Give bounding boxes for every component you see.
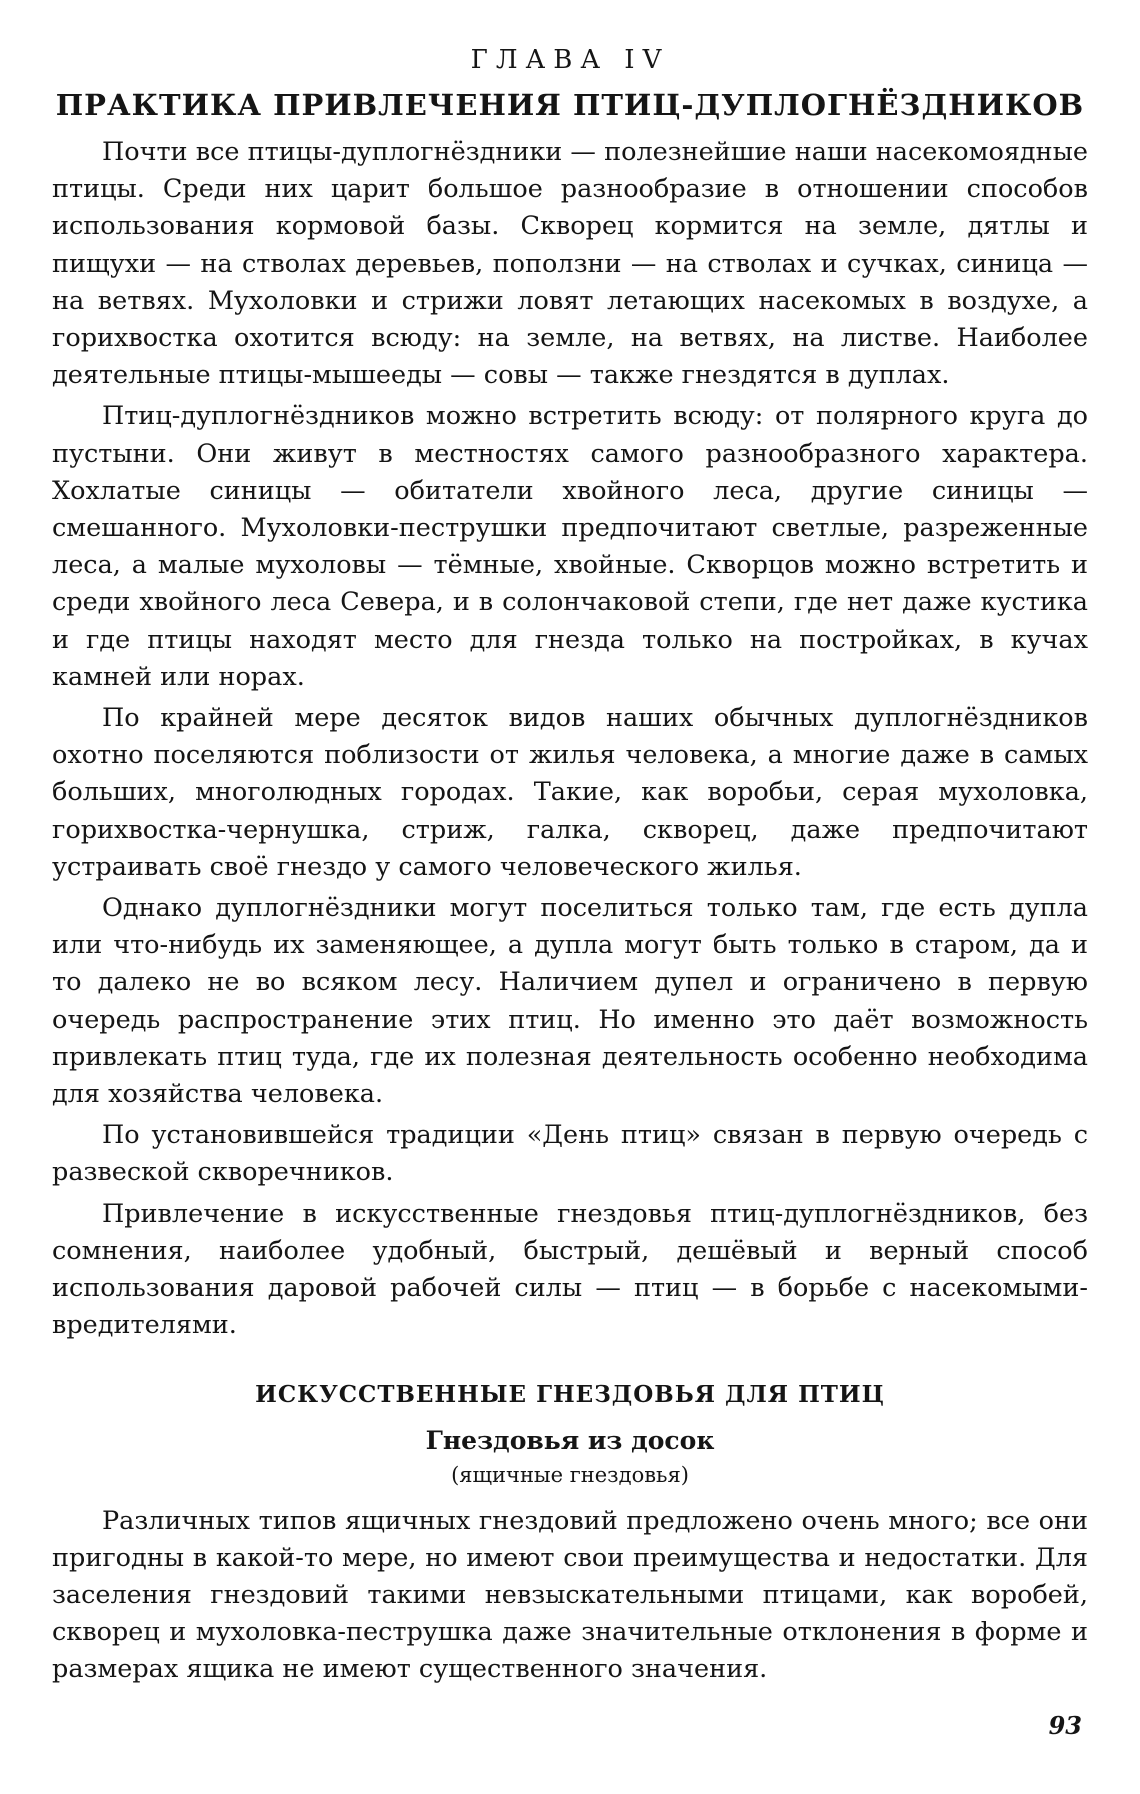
subsection-note: (ящичные гнездовья) <box>451 1462 689 1487</box>
book-page <box>52 32 1088 1762</box>
section-paragraph: Различных типов ящичных гнездовий предложено очень много; все они пригодны в какой-то мере, но имеют свои преимущества и недостатки. Для заселения гнездовий такими невзыскательными птицами, как воробей, скворец и мухоловка-пеструшка даже значительные отклонения в форме и размерах ящика не имеют существенного значения. <box>52 1505 1088 1685</box>
paragraph-2: Птиц-дуплогнёздников можно встретить всюду: от полярного круга до пустыни. Они живут в местностях самого разнообразного характера. Хохлатые синицы — обитатели хвойного леса, другие синицы — смешанного. Мухоловки-пеструшки предпочитают светлые, разреженные леса, а малые мухоловы — тёмные, хвойные. Скворцов можно встретить и среди хвойного леса Севера, и в солончаковой степи, где нет даже кустика и где птицы находят место для гнезда только на постройках, в кучах камней или норах. <box>52 401 1088 692</box>
chapter-title: ПРАКТИКА ПРИВЛЕЧЕНИЯ ПТИЦ-ДУПЛОГНЁЗДНИКОВ <box>55 88 1085 122</box>
subsection-title: Гнездовья из досок <box>425 1425 715 1455</box>
chapter-label: ГЛАВА IV <box>470 45 670 75</box>
section-title: ИСКУССТВЕННЫЕ ГНЕЗДОВЬЯ ДЛЯ ПТИЦ <box>255 1380 885 1408</box>
paragraph-3: По крайней мере десяток видов наших обычных дуплогнёздников охотно поселяются поблизости от жилья человека, а многие даже в самых больших, многолюдных городах. Такие, как воробьи, серая мухоловка, горихвостка-чернушка, стриж, галка, скворец, даже предпочитают устраивать своё гнездо у самого человеческого жилья. <box>52 703 1088 882</box>
paragraph-1: Почти все птицы-дуплогнёздники — полезнейшие наши насекомоядные птицы. Среди них царит большое разнообразие в отношении способов использования кормовой базы. Скворец кормится на земле, дятлы и пищухи — на стволах деревьев, поползни — на стволах и сучках, синица — на ветвях. Мухоловки и стрижи ловят летающих насекомых в воздухе, а горихвостка охотится всюду: на земле, на ветвях, на листве. Наиболее деятельные птицы-мышееды — совы — также гнездятся в дуплах. <box>52 137 1088 391</box>
paragraph-5: По установившейся традиции «День птиц» связан в первую очередь с развеской скворечников. <box>52 1120 1088 1188</box>
paragraph-6: Привлечение в искусственные гнездовья птиц-дуплогнёздников, без сомнения, наиболее удобный, быстрый, дешёвый и верный способ использования даровой рабочей силы — птиц — в борьбе с насекомыми-вредителями. <box>52 1198 1088 1341</box>
page-number: 93 <box>1048 1711 1082 1740</box>
paragraph-4: Однако дуплогнёздники могут поселиться только там, где есть дупла или что-нибудь их заменяющее, а дупла могут быть только в старом, да и то далеко не во всяком лесу. Наличием дупел и ограничено в первую очередь распространение этих птиц. Но именно это даёт возможность привлекать птиц туда, где их полезная деятельность особенно необходима для хозяйства человека. <box>52 893 1088 1110</box>
